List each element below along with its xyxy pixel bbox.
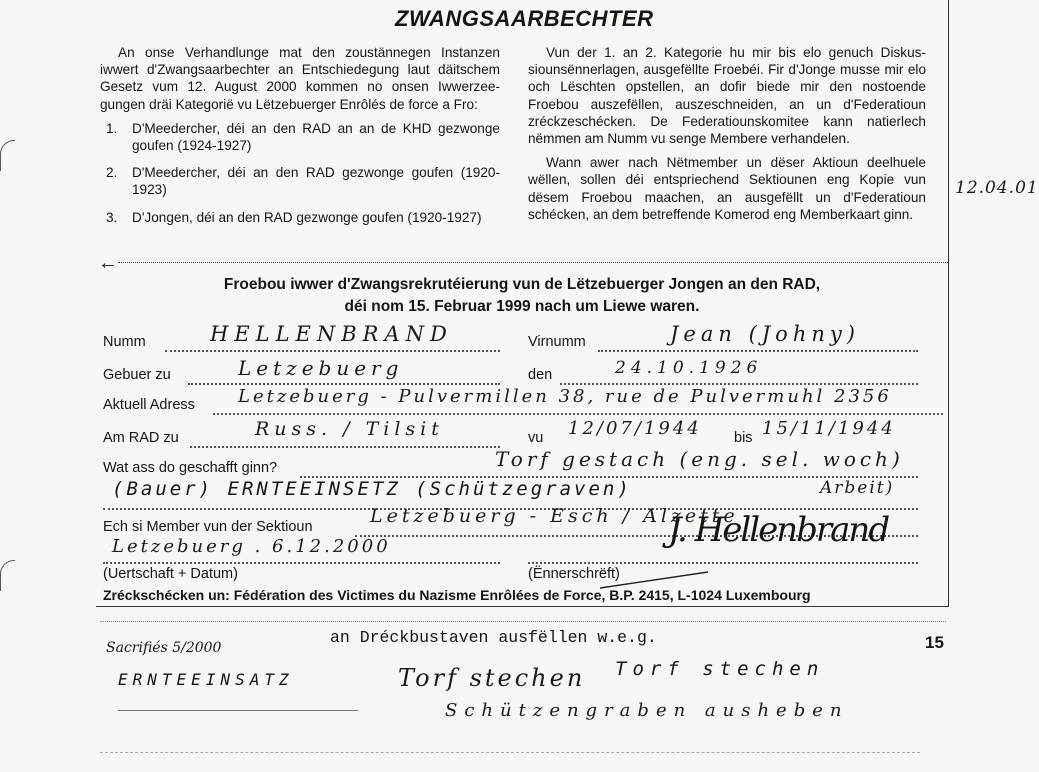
right-paragraph-1: Vun der 1. an 2. Kategorie hu mir bis elo genuch Diskus-siounsënnerlagen, ausgefëllte Froebéi. Fir d'Jonge musse mir elo och Lëschten opstellen, an dofir biede mir den nostoende Froebou auszefëllen, auszeschneiden, an un d'Federatioun zréckzeschécken. De Federatiounskomitee kann natierlech nëmmen am Numm vu senge Membere verhandelen. <box>528 45 926 147</box>
right-column <box>528 44 926 230</box>
label-vu: vu <box>528 430 544 446</box>
left-column <box>100 44 500 236</box>
handwritten-note-2: Schützengraben ausheben <box>445 700 849 721</box>
field-den <box>560 383 918 385</box>
value-uertschaft: Letzebuerg . 6.12.2000 <box>112 536 391 557</box>
label-bis: bis <box>734 430 753 446</box>
handwritten-underline <box>118 710 358 711</box>
right-paragraph-2: Wann awer nach Nëtmember un dëser Aktioun deelhuele wëllen, sollen déi entspriechend Sektiounen eng Kopie vun dësem Froebou maachen, an ausgefëllt un d'Federatioun schécken, an dem betreffende Komerod eng Memberkaart ginn. <box>528 155 926 222</box>
handwritten-note-1b: Torf stechen <box>398 664 586 692</box>
list-item: 3. D'Jongen, déi an den RAD gezwonge goufen (1920-1927) <box>106 209 482 225</box>
label-uertschaft: (Uertschaft + Datum) <box>103 566 238 582</box>
label-numm: Numm <box>103 334 146 350</box>
label-geschafft: Wat ass do geschafft ginn? <box>103 460 278 476</box>
label-rad: Am RAD zu <box>103 430 179 446</box>
field-rad <box>190 446 500 448</box>
label-ennerschreft: (Ënnerschrëft) <box>528 566 620 582</box>
page-number: 15 <box>925 633 944 652</box>
scan-edge <box>100 752 920 753</box>
value-numm: HELLENBRAND <box>210 322 453 346</box>
signature: J. Hellenbrand <box>668 510 889 550</box>
field-gebuer <box>188 383 500 385</box>
field-adress <box>213 413 943 415</box>
field-numm <box>165 350 500 352</box>
page-title: ZWANGSAARBECHTER <box>395 6 654 31</box>
label-virnumm: Virnumm <box>528 334 586 350</box>
category-list <box>100 120 500 226</box>
value-virnumm: Jean (Johny) <box>670 322 860 346</box>
cut-line <box>118 262 948 263</box>
value-adress: Letzebuerg - Pulvermillen 38, rue de Pulvermuhl 2356 <box>238 386 892 407</box>
form-heading: Froebou iwwer d'Zwangsrekrutéierung vun de Lëtzebuerger Jongen an den RAD, déi nom 15. Februar 1999 nach um Liewe waren. <box>223 276 821 315</box>
value-vu: 12/07/1944 <box>568 418 702 439</box>
label-gebuer: Gebuer zu <box>103 367 171 383</box>
value-geschafft-line1: Torf gestach (eng. sel. woch) <box>495 447 904 471</box>
field-ennerschreft <box>528 562 918 564</box>
list-item: 2. D'Meedercher, déi an den RAD gezwonge goufen (1920-1923) <box>106 165 500 198</box>
value-den: 24.10.1926 <box>615 358 763 378</box>
punch-hole-mark <box>0 560 15 591</box>
typed-note: an Dréckbustaven ausfëllen w.e.g. <box>330 628 657 647</box>
field-virnumm <box>598 350 918 352</box>
value-geschafft-line2: (Bauer) ERNTEEINSETZ (Schützegraven) <box>112 478 632 500</box>
list-item: 1. D'Meedercher, déi an den RAD an an de KHD gezwonge goufen (1924-1927) <box>106 120 500 154</box>
value-gebuer: Letzebuerg <box>238 356 404 380</box>
footer-rule <box>100 621 946 622</box>
margin-date-note: 12.04.01 <box>955 178 1039 198</box>
value-geschafft-line2b: Arbeit) <box>820 478 895 498</box>
return-address-line: Zréckschécken un: Fédération des Victimes du Nazisme Enrôlées de Force, B.P. 2415, L-1024 Luxembourg <box>103 587 811 603</box>
label-den: den <box>528 367 553 383</box>
label-adress: Aktuell Adress <box>103 397 195 413</box>
field-uertschaft <box>103 562 500 564</box>
value-member: Letzebuerg - Esch / Alzette <box>370 505 739 527</box>
handwritten-note-1a: ERNTEEINSATZ <box>118 670 294 689</box>
value-bis: 15/11/1944 <box>762 418 896 439</box>
scissors-cut-icon: ← <box>98 252 118 274</box>
source-reference: Sacrifiés 5/2000 <box>106 640 222 656</box>
value-rad: Russ. / Tilsit <box>255 418 444 440</box>
handwritten-note-1c: Torf stechen <box>615 658 825 680</box>
intro-paragraph: An onse Verhandlunge mat den zoustännegen Instanzen iwwert d'Zwangsaarbechter an Entschiedegung laut däitschem Gesetz vum 12. August 2000 kommen no onsen Iwwerzee-gungen dräi Kategorië vu Lëtzebuerger Enrôlés de force a Fro: <box>100 45 500 112</box>
label-member: Ech si Member vun der Sektioun <box>103 519 313 535</box>
punch-hole-mark <box>0 140 15 171</box>
